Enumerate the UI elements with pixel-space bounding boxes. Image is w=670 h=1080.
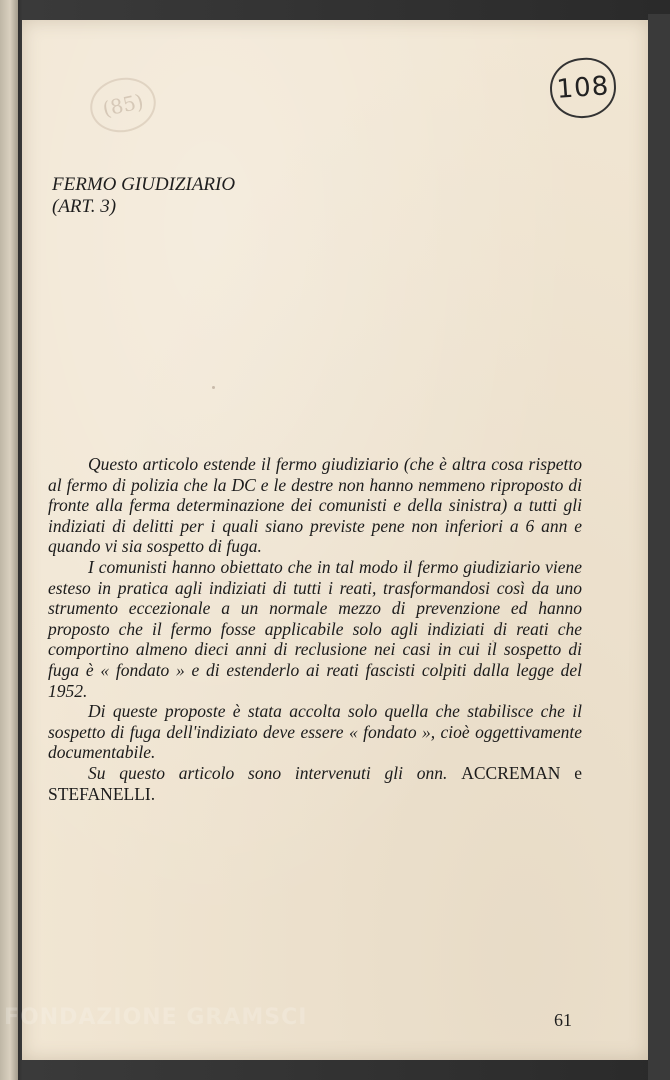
heading-article: (ART. 3)	[52, 196, 117, 217]
faint-stamp-mark: (85)	[85, 72, 161, 139]
paragraph-4	[48, 763, 582, 804]
body-text	[48, 454, 582, 804]
document-page	[22, 20, 648, 1060]
page-number: 61	[554, 1010, 572, 1030]
paragraph-3: Di queste proposte è stata accolta solo quella che stabilisce che il sospetto di fuga dell'indiziato deve essere « fondato », cioè oggettivamente documentabile.	[48, 701, 582, 763]
handwritten-archive-number: 108	[548, 56, 618, 120]
scan-background-edge	[648, 14, 670, 1080]
section-heading	[52, 174, 235, 218]
facing-page-edge	[0, 0, 18, 1080]
paper-speck	[492, 640, 494, 642]
paragraph-4-text: Su questo articolo sono intervenuti gli onn.	[88, 762, 448, 783]
speaker-names: ACCREMAN e STEFANELLI.	[48, 762, 583, 804]
paragraph-1: Questo articolo estende il fermo giudiziario (che è altra cosa rispetto al fermo di polizia che la DC e le destre non hanno nemmeno riproposto di fronte alla ferma determinazione dei comunisti e della sinistra) a tutti gli indiziati di delitti per i quali siano previste pene non inferiori a 6 ann e quando vi sia sospetto di fuga.	[48, 454, 582, 557]
paragraph-2: I comunisti hanno obiettato che in tal modo il fermo giudiziario viene esteso in pratica agli indiziati di tutti i reati, trasformandosi così da uno strumento eccezionale a un normale mezzo di prevenzione ed hanno proposto che il fermo fosse applicabile solo agli indiziati di reati che comportino almeno dieci anni di reclusione nei casi in cui il sospetto di fuga è « fondato » e di estenderlo ai reati fascisti colpiti dalla legge del 1952.	[48, 556, 582, 701]
heading-title: FERMO GIUDIZIARIO	[52, 174, 236, 195]
paper-speck	[212, 386, 215, 389]
